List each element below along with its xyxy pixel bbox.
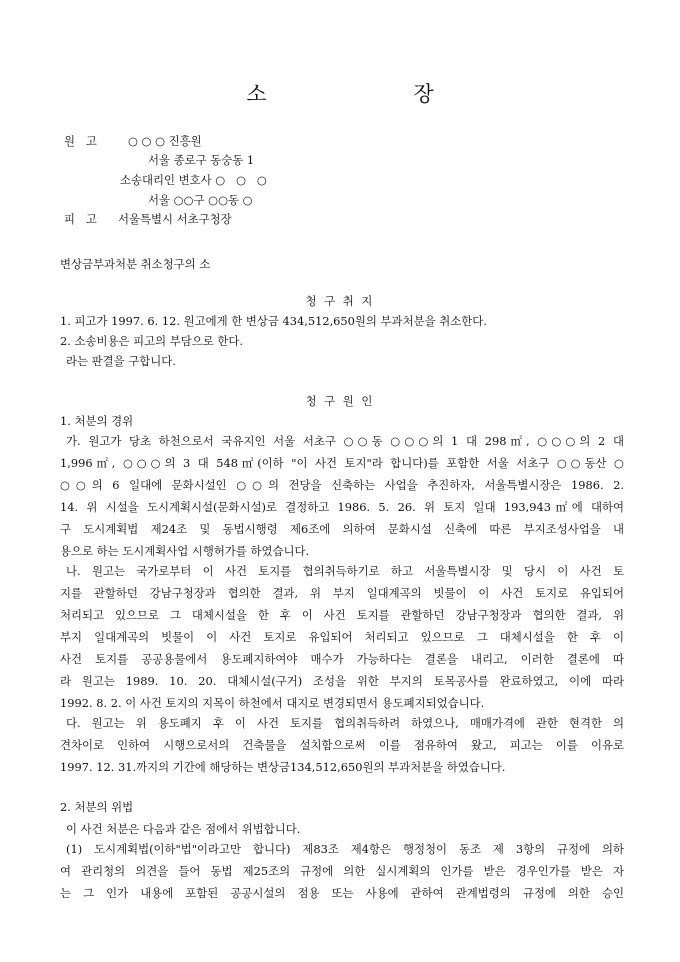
- text-line: (1) 도시계획법(이하"법"이라고만 합니다) 제83조 제4항은 행정청이 동조 제 3항의 규정에 의하: [66, 842, 624, 856]
- defendant-name: 서울특별시 서초구청장: [118, 212, 232, 226]
- claim-item: 1. 피고가 1997. 6. 12. 원고에게 한 변상금 434,512,650원의 부과처분을 취소한다.: [60, 314, 487, 328]
- text-line: 14. 위 시설을 도시계획시설(문화시설)로 결정하고 1986. 5. 26. 위 토지 일대 193,943㎡에 대하여: [60, 500, 624, 514]
- section-title: 2. 처분의 위법: [60, 800, 134, 814]
- case-name: 변상금부과처분 취소청구의 소: [60, 257, 211, 271]
- plaintiff-name: ○ ○ ○ 진흥원: [128, 134, 202, 148]
- text-line: 1992. 8. 2. 이 사건 토지의 지목이 하천에서 대지로 변경되면서 용도폐지되었습니다.: [60, 696, 485, 710]
- claim-item: 라는 판결을 구합니다.: [66, 354, 176, 368]
- text-line: 사건 토지를 공공용물에서 용도폐지하여야 매수가 가능하다는 결론을 내리고, 이러한 결론에 따: [60, 652, 624, 666]
- document-title: 소 장: [246, 82, 504, 106]
- text-line: 부지 일대계곡의 빗물이 이 사건 토지로 유입되어 처리되고 있으므로 그 대체시설을 한 후 이: [60, 630, 624, 644]
- text-line: 는 그 인가 내용에 포함된 공공시설의 점용 또는 사용에 관하여 관계법령의 규정에 의한 승인: [60, 886, 624, 900]
- claim-item: 2. 소송비용은 피고의 부담으로 한다.: [60, 334, 244, 348]
- text-line: ○○의 6 일대에 문화시설인 ○○의 전당을 신축하는 사업을 추진하자, 서울특별시장은 1986. 2.: [60, 478, 624, 492]
- text-line: 여 관리청의 의견을 들어 동법 제25조의 규정에 의한 실시계획의 인가를 받은 경우인가를 받은 자: [60, 864, 624, 878]
- text-line: 1,996㎡, ○○○의 3 대 548㎡(이하 "이 사건 토지"라 합니다)를 포함한 서울 서초구 ○○동산 ○: [60, 456, 624, 470]
- text-line: 1997. 12. 31.까지의 기간에 해당하는 변상금134,512,650원의 부과처분을 하였습니다.: [60, 760, 506, 774]
- text-line: 처리되고 있으므로 그 대체시설을 한 후 이 사건 토지를 관할하던 강남구청장과 협의한 결과, 위: [60, 608, 624, 622]
- text-line: 다. 원고는 위 용도폐지 후 이 사건 토지를 협의취득하려 하였으나, 매매가격에 관한 현격한 의: [66, 716, 624, 730]
- text-line: 가. 원고가 당초 하천으로서 국유지인 서울 서초구 ○○동 ○○○의 1 대 298㎡, ○○○의 2 대: [66, 434, 624, 448]
- defendant-label: 피 고: [64, 212, 97, 226]
- plaintiff-address: 서울 종로구 동숭동 1: [148, 153, 255, 167]
- text-line: 라 원고는 1989. 10. 20. 대체시설(구거) 조성을 위한 부지의 토목공사를 완료하였고, 이에 따라: [60, 674, 624, 688]
- reasons-heading: 청 구 원 인: [305, 394, 375, 408]
- plaintiff-label: 원 고: [64, 134, 97, 148]
- agent-address: 서울 ○○구 ○○동 ○: [148, 193, 253, 207]
- plaintiff-agent: 소송대리인 변호사 ○ ○ ○: [120, 173, 267, 187]
- text-line: 지를 관할하던 강남구청장과 협의한 결과, 위 부지 일대계곡의 빗물이 이 사건 토지로 유입되어: [60, 586, 624, 600]
- claim-heading: 청 구 취 지: [305, 294, 375, 308]
- section-title: 1. 처분의 경위: [60, 414, 134, 428]
- text-line: 구 도시계획법 제24조 및 동법시행령 제6조에 의하여 문화시설 신축에 따른 부지조성사업을 내: [60, 522, 624, 536]
- text-line: 견차이로 인하여 시행으로서의 건축물을 설치함으로써 이를 점유하여 왔고, 피고는 이를 이유로: [60, 738, 624, 752]
- text-line: 나. 원고는 국가로부터 이 사건 토지를 협의취득하기로 하고 서울특별시장 및 당시 이 사건 토: [66, 564, 624, 578]
- section-intro: 이 사건 처분은 다음과 같은 점에서 위법합니다.: [66, 822, 301, 836]
- text-line: 용으로 하는 도시계획사업 시행허가를 하였습니다.: [60, 544, 310, 558]
